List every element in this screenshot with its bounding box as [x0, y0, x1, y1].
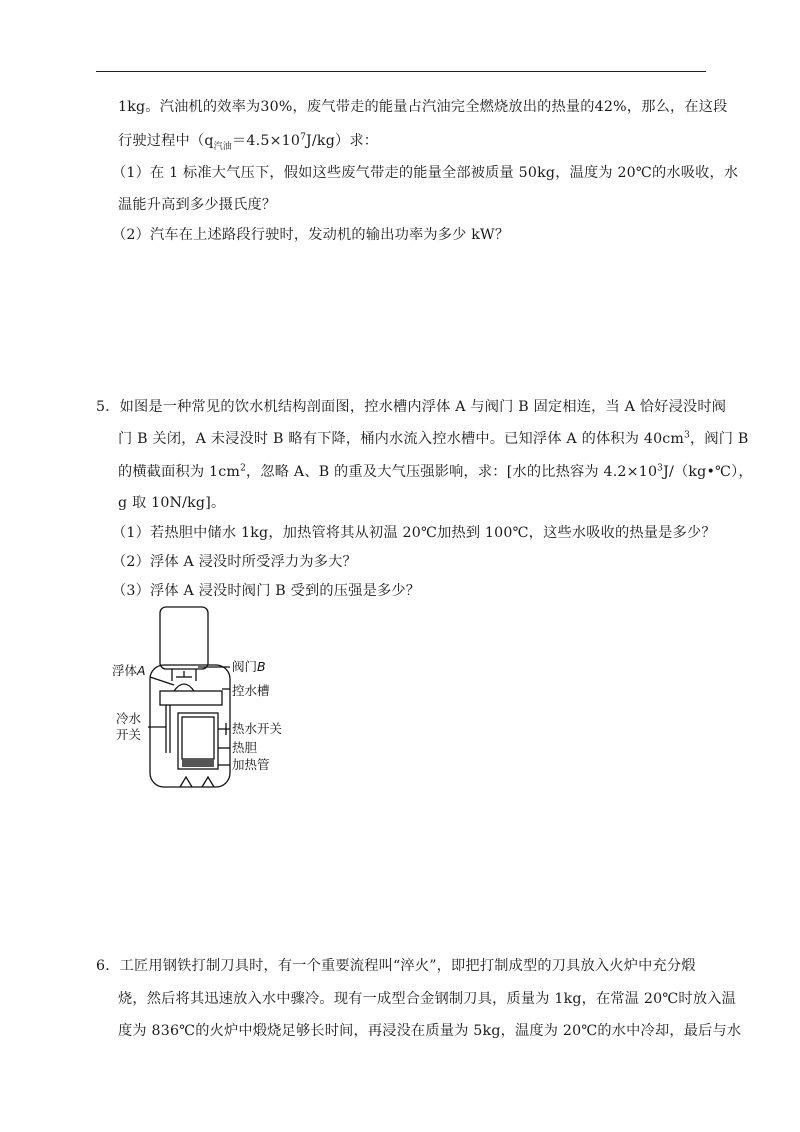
q6-line-2: 烧，然后将其迅速放入水中骤冷。现有一成型合金钢制刀具，质量为 1kg，在常温 20℃时放入温	[118, 991, 736, 1007]
water-dispenser-diagram	[110, 605, 325, 805]
q6-line-1: 6．工匠用钢铁打制刀具时，有一个重要流程叫“淬火”，即把打制成型的刀具放入火炉中充分煅	[96, 958, 696, 974]
label-hot-tank: 热胆	[232, 740, 258, 755]
header-rule	[96, 71, 706, 72]
q6-line-3: 度为 836℃的火炉中煅烧足够长时间，再浸没在质量为 5kg，温度为 20℃的水中冷却，最后与水	[118, 1023, 742, 1039]
q5-line-4: g 取 10N/kg]。	[118, 495, 226, 511]
q4-part-1-line-2: 温能升高到多少摄氏度？	[118, 197, 277, 213]
q4-line-2: 行驶过程中$(q_{汽油}=4.5\times 10^7J/kg)$求：	[118, 132, 379, 152]
q5-line-3: 的横截面积为 $1cm^2$，忽略 A、B 的重及大气压强影响，求：[水的比热容为 $4.2\times 10^3J/(kg•℃)$，	[118, 463, 753, 480]
label-heater: 加热管	[232, 757, 270, 772]
q4-part-2: （2）汽车在上述路段行驶时，发动机的输出功率为多少 kW？	[112, 227, 510, 243]
label-cold-switch-1: 冷水	[116, 711, 142, 726]
q5-part-2: （2）浮体 A 浸没时所受浮力为多大？	[112, 554, 357, 570]
label-hot-switch: 热水开关	[232, 721, 283, 736]
q5-part-1: （1）若热胆中储水 1kg，加热管将其从初温 20℃加热到 100℃，这些水吸收的热量是多少？	[112, 525, 716, 541]
control-tank-shape	[160, 691, 222, 705]
q5-line-1: 5．如图是一种常见的饮水机结构剖面图，控水槽内浮体 A 与阀门 B 固定相连，当 A 恰好浸没时阀	[96, 399, 727, 415]
q4-part-1-line-1: （1）在 1 标准大气压下，假如这些废气带走的能量全部被质量 50kg，温度为 20℃的水吸收，水	[112, 165, 739, 181]
label-control-tank: 控水槽	[232, 683, 270, 698]
label-float-a: 浮体A	[112, 663, 146, 678]
label-valve-b: 阀门B	[232, 659, 266, 674]
q5-part-3: （3）浮体 A 浸没时阀门 B 受到的压强是多少？	[112, 583, 421, 599]
heater-shape	[182, 759, 214, 767]
label-cold-switch-2: 开关	[116, 727, 142, 742]
float-a-shape	[174, 684, 194, 691]
q4-line-1: 1kg。汽油机的效率为30%，废气带走的能量占汽油完全燃烧放出的热量的42%，那么，在这段	[118, 99, 728, 115]
q5-line-2: 门 B 关闭，A 未浸没时 B 略有下降，桶内水流入控水槽中。已知浮体 A 的体积为 $40cm^3$，阀门 B	[118, 430, 749, 447]
water-bucket-shape	[160, 607, 208, 669]
